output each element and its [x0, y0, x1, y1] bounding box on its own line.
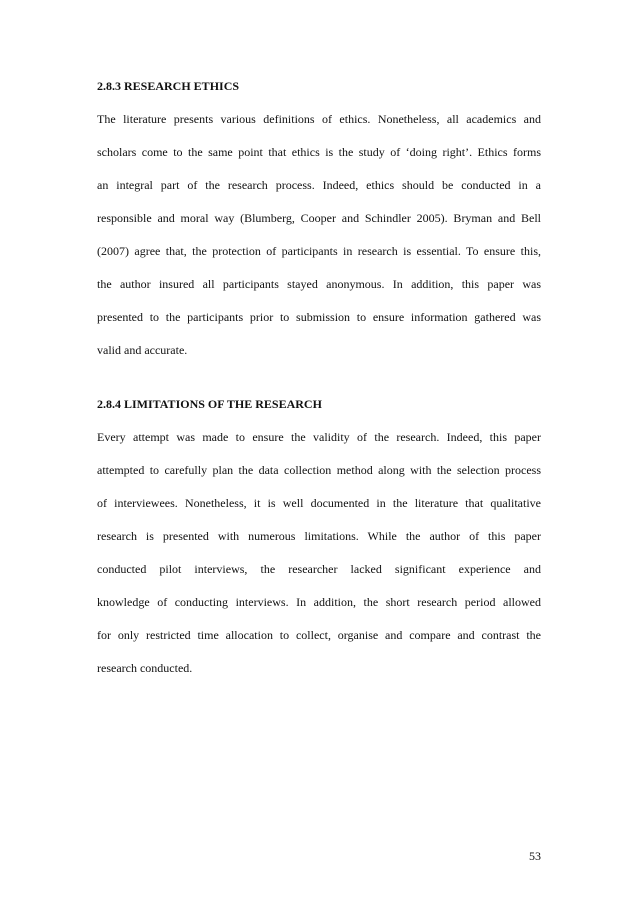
section-research-ethics [97, 70, 541, 367]
paragraph-line: (2007) agree that, the protection of participants in research is essential. To ensure this, [97, 244, 541, 258]
page-content [97, 70, 541, 685]
section-heading: 2.8.4 LIMITATIONS OF THE RESEARCH [97, 397, 322, 411]
paragraph-line: an integral part of the research process. Indeed, ethics should be conducted in a [97, 178, 541, 192]
paragraph-line: for only restricted time allocation to collect, organise and compare and contrast the [97, 628, 541, 642]
paragraph-line: The literature presents various definitions of ethics. Nonetheless, all academics and [97, 112, 541, 126]
paragraph-line: conducted pilot interviews, the researcher lacked significant experience and [97, 562, 541, 576]
paragraph-line: Every attempt was made to ensure the validity of the research. Indeed, this paper [97, 430, 541, 444]
paragraph-line: research is presented with numerous limitations. While the author of this paper [97, 529, 541, 543]
paragraph [97, 103, 541, 367]
paragraph-line: knowledge of conducting interviews. In addition, the short research period allowed [97, 595, 541, 609]
section-heading: 2.8.3 RESEARCH ETHICS [97, 79, 240, 93]
page-number: 53 [529, 849, 541, 863]
paragraph-line: valid and accurate. [97, 343, 188, 357]
paragraph-line: responsible and moral way (Blumberg, Cooper and Schindler 2005). Bryman and Bell [97, 211, 541, 225]
section-limitations [97, 388, 541, 685]
paragraph-line: presented to the participants prior to submission to ensure information gathered was [97, 310, 541, 324]
paragraph [97, 421, 541, 685]
paragraph-line: research conducted. [97, 661, 193, 675]
paragraph-line: attempted to carefully plan the data collection method along with the selection process [97, 463, 541, 477]
paragraph-line: of interviewees. Nonetheless, it is well documented in the literature that qualitative [97, 496, 541, 510]
section-spacer [97, 367, 541, 388]
paragraph-line: the author insured all participants stayed anonymous. In addition, this paper was [97, 277, 541, 291]
paragraph-line: scholars come to the same point that ethics is the study of ‘doing right’. Ethics forms [97, 145, 541, 159]
